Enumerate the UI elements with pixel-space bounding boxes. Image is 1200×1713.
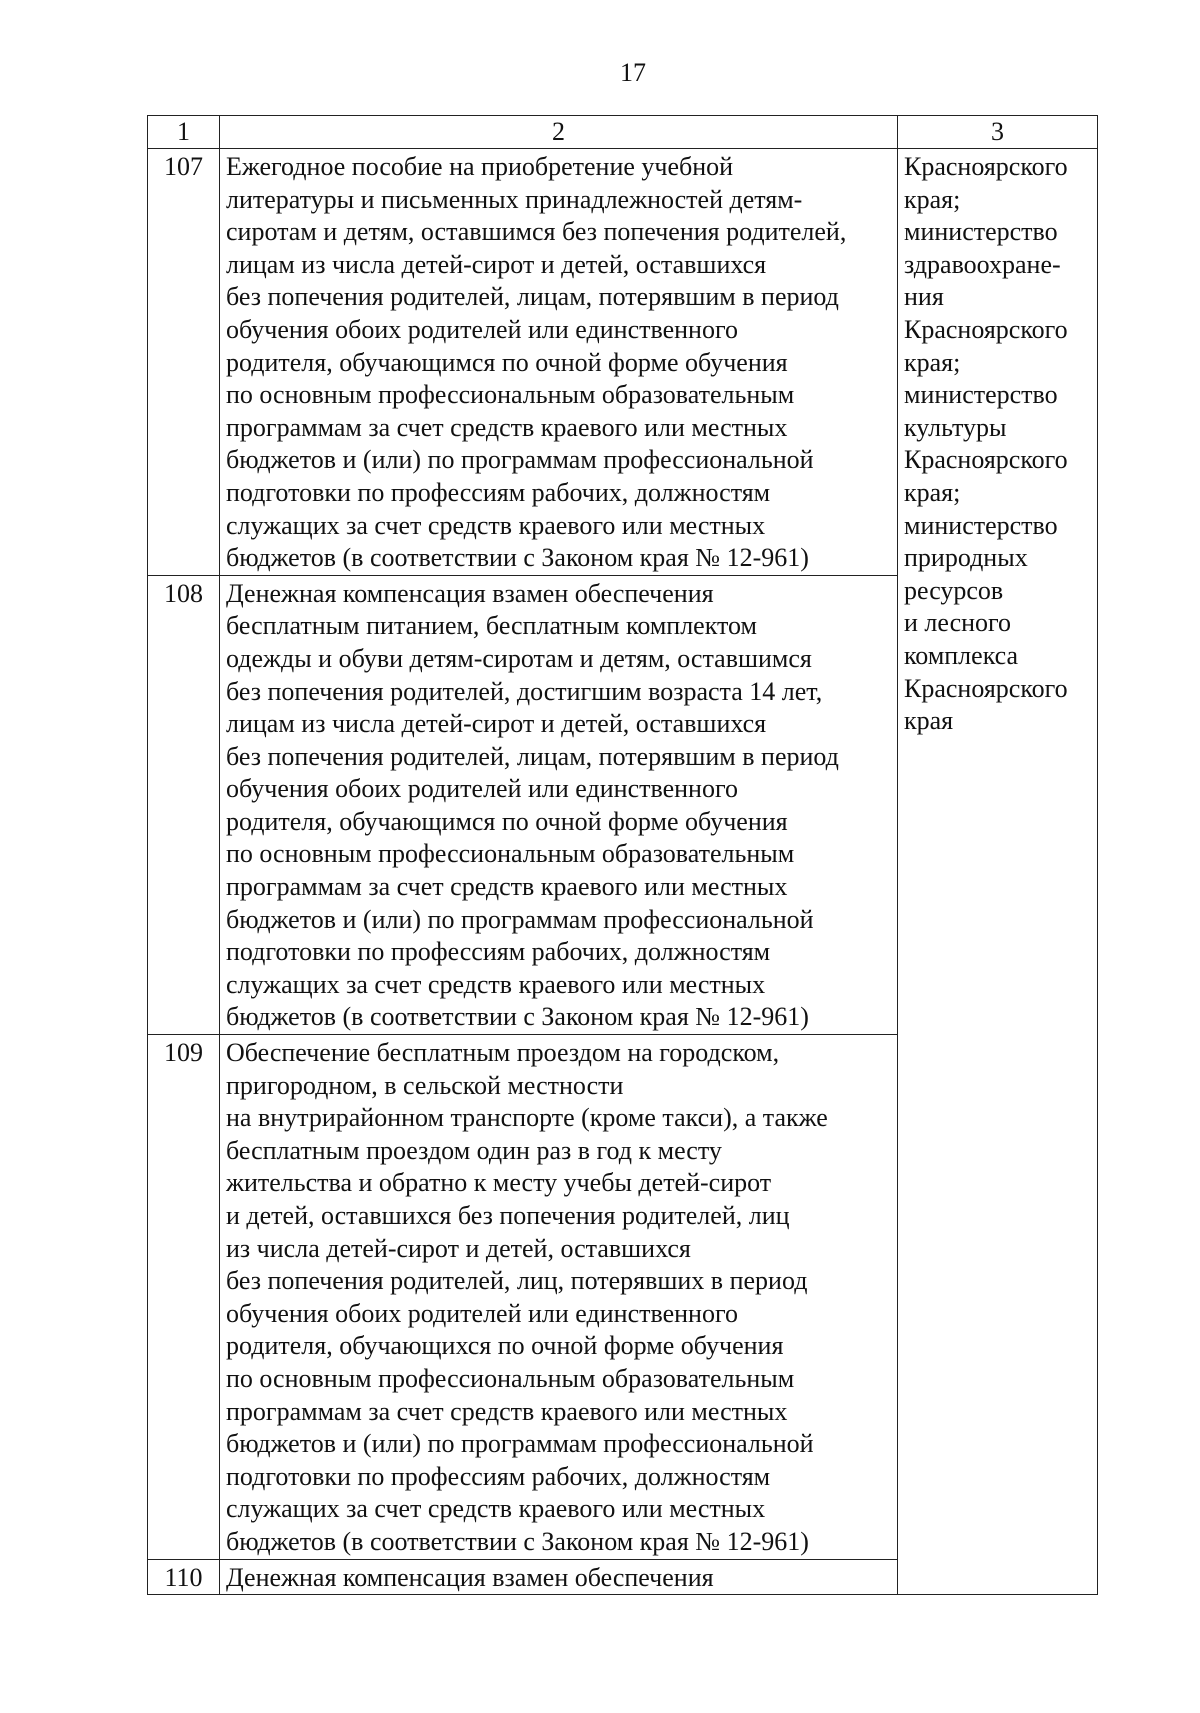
row-description — [220, 149, 898, 576]
row-number: 109 — [148, 1035, 220, 1560]
description-line: Денежная компенсация взамен обеспечения — [226, 1562, 714, 1592]
table-body — [148, 149, 1098, 1595]
description-line: обучения обоих родителей или единственного — [226, 1298, 738, 1328]
description-line: бюджетов (в соответствии с Законом края № 12-961) — [226, 543, 809, 573]
table-row — [148, 149, 1098, 576]
row-number: 110 — [148, 1559, 220, 1595]
row-description — [220, 1559, 898, 1595]
description-line: пригородном, в сельской местности — [226, 1070, 624, 1100]
data-table — [147, 115, 1098, 1595]
description-line: бюджетов и (или) по программам профессиональной — [226, 445, 814, 475]
header-col-2: 2 — [220, 116, 898, 149]
description-line: служащих за счет средств краевого или местных — [226, 969, 766, 999]
description-line: программам за счет средств краевого или местных — [226, 1396, 788, 1426]
description-line: жительства и обратно к месту учебы детей-сирот — [226, 1168, 772, 1198]
description-line: родителя, обучающимся по очной форме обучения — [226, 347, 788, 377]
header-col-3: 3 — [898, 116, 1098, 149]
description-line: бюджетов и (или) по программам профессиональной — [226, 1429, 814, 1459]
row-number: 107 — [148, 149, 220, 576]
description-line: Денежная компенсация взамен обеспечения — [226, 578, 714, 608]
description-line: на внутрирайонном транспорте (кроме такси), а также — [226, 1103, 828, 1133]
description-line: служащих за счет средств краевого или местных — [226, 510, 766, 540]
header-col-1: 1 — [148, 116, 220, 149]
description-line: лицам из числа детей-сирот и детей, оставшихся — [226, 709, 767, 739]
authority-line: министерство — [904, 217, 1058, 247]
authority-line: и лесного — [904, 608, 1012, 638]
description-line: сиротам и детям, оставшимся без попечения родителей, — [226, 217, 847, 247]
description-line: из числа детей-сирот и детей, оставшихся — [226, 1233, 691, 1263]
description-line: родителя, обучающихся по очной форме обучения — [226, 1331, 784, 1361]
authority-line: министерство — [904, 380, 1058, 410]
row-description — [220, 1035, 898, 1560]
authority-line: ния — [904, 282, 944, 312]
description-line: по основным профессиональным образовательным — [226, 380, 795, 410]
authority-line: здравоохране- — [904, 249, 1061, 279]
authority-line: Красноярского — [904, 152, 1068, 181]
description-line: программам за счет средств краевого или местных — [226, 872, 788, 902]
description-line: одежды и обуви детям-сиротам и детям, оставшимся — [226, 643, 812, 673]
description-line: подготовки по профессиям рабочих, должностям — [226, 1461, 771, 1491]
row-number: 108 — [148, 575, 220, 1034]
description-line: служащих за счет средств краевого или местных — [226, 1494, 766, 1524]
header-row — [148, 116, 1098, 149]
responsible-authorities — [898, 149, 1098, 1595]
description-line: подготовки по профессиям рабочих, должностям — [226, 937, 771, 967]
description-line: бесплатным питанием, бесплатным комплектом — [226, 611, 757, 641]
description-line: Ежегодное пособие на приобретение учебной — [226, 152, 734, 181]
description-line: Обеспечение бесплатным проездом на городском, — [226, 1038, 780, 1068]
description-line: и детей, оставшихся без попечения родителей, лиц — [226, 1201, 790, 1230]
authority-line: комплекса — [904, 640, 1019, 670]
row-description — [220, 575, 898, 1034]
description-line: лицам из числа детей-сирот и детей, оставшихся — [226, 249, 767, 279]
authority-line: края; — [904, 477, 961, 507]
authority-line: ресурсов — [904, 575, 1004, 605]
description-line: по основным профессиональным образовательным — [226, 1363, 795, 1393]
description-line: бюджетов и (или) по программам профессиональной — [226, 904, 814, 934]
description-line: подготовки по профессиям рабочих, должностям — [226, 477, 771, 507]
description-line: без попечения родителей, лицам, потерявшим в период — [226, 741, 839, 771]
description-line: без попечения родителей, лицам, потерявшим в период — [226, 282, 839, 312]
description-line: бесплатным проездом один раз в год к месту — [226, 1135, 722, 1165]
authority-line: природных — [904, 543, 1028, 573]
authority-line: Красноярского — [904, 445, 1068, 475]
description-line: обучения обоих родителей или единственного — [226, 314, 738, 344]
authority-line: Красноярского — [904, 314, 1068, 344]
authority-line: культуры — [904, 412, 1007, 442]
description-line: бюджетов (в соответствии с Законом края № 12-961) — [226, 1002, 809, 1032]
authority-line: края — [904, 706, 954, 736]
description-line: литературы и письменных принадлежностей детям- — [226, 184, 803, 214]
description-line: родителя, обучающимся по очной форме обучения — [226, 806, 788, 836]
description-line: без попечения родителей, достигшим возраста 14 лет, — [226, 676, 823, 706]
authority-line: края; — [904, 347, 961, 377]
authority-line: Красноярского — [904, 673, 1068, 703]
description-line: программам за счет средств краевого или местных — [226, 412, 788, 442]
description-line: бюджетов (в соответствии с Законом края № 12-961) — [226, 1526, 809, 1556]
page-number: 17 — [620, 58, 646, 87]
authority-line: края; — [904, 184, 961, 214]
description-line: по основным профессиональным образовательным — [226, 839, 795, 869]
authority-line: министерство — [904, 510, 1058, 540]
description-line: обучения обоих родителей или единственного — [226, 774, 738, 804]
description-line: без попечения родителей, лиц, потерявших в период — [226, 1266, 808, 1296]
